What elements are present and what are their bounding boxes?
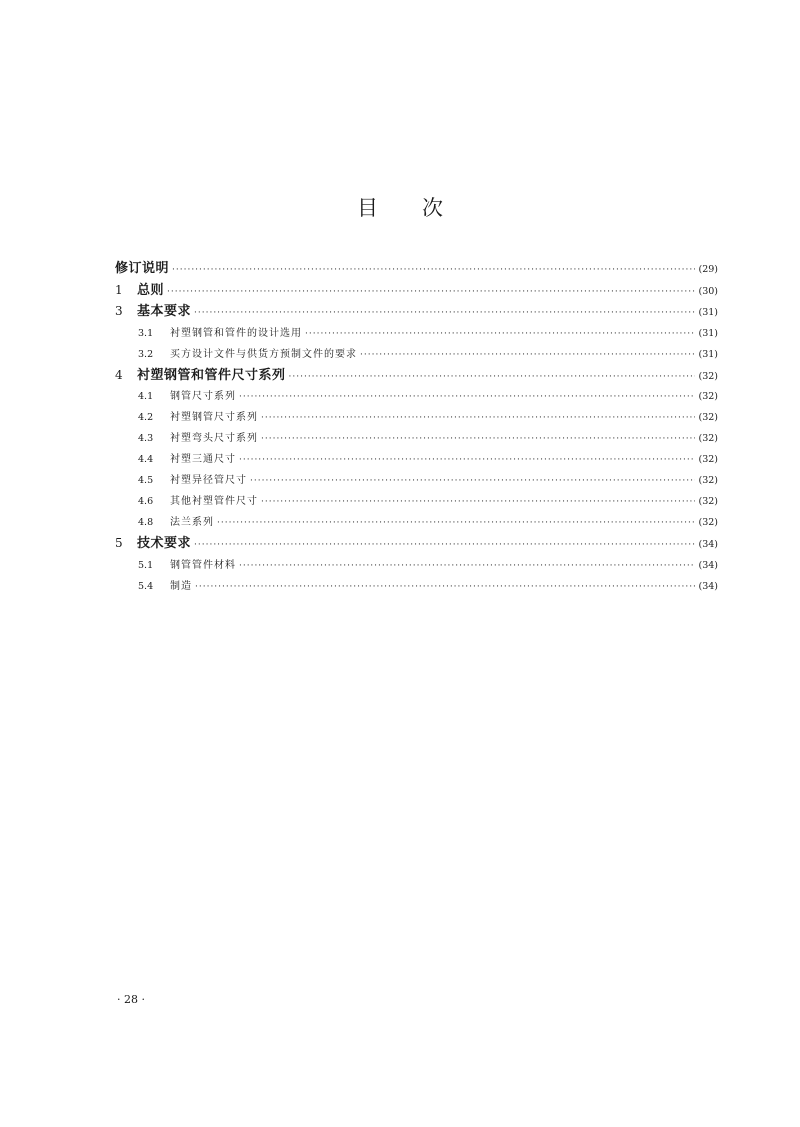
table-of-contents [115,258,718,597]
toc-entry-page: (32) [698,454,718,465]
toc-entry-number: 1 [115,282,123,297]
toc-entry[interactable] [115,386,718,407]
toc-entry-number: 5 [115,536,123,550]
toc-entry[interactable] [115,470,718,491]
title-char-1: 目 [357,196,378,220]
toc-entry[interactable] [115,280,718,302]
toc-entry[interactable] [115,407,718,428]
toc-entry-page: (32) [698,475,718,486]
toc-entry-page: (32) [698,517,718,528]
toc-dot-leader [289,367,696,389]
toc-dot-leader [217,513,695,534]
toc-dot-leader [250,471,695,492]
page-title [0,192,800,222]
toc-entry[interactable] [115,491,718,512]
toc-entry-number: 5.4 [138,580,154,592]
toc-dot-leader [194,535,695,557]
toc-entry-page: (34) [698,539,718,550]
toc-entry[interactable] [115,344,718,365]
toc-entry-number: 5.1 [138,559,154,571]
toc-dot-leader [194,303,695,325]
toc-entry-label: 衬塑异径管尺寸 [170,475,247,486]
toc-entry-number: 4.2 [138,412,154,423]
toc-entry-label: 修订说明 [115,261,170,276]
toc-entry-page: (32) [698,391,718,402]
toc-entry-page: (32) [698,496,718,507]
toc-entry-page: (29) [698,264,718,275]
toc-entry-number: 4.4 [138,454,154,465]
toc-dot-leader [239,387,695,408]
toc-entry-number: 3.2 [138,348,154,360]
toc-entry-label: 衬塑钢管和管件的设计选用 [170,327,302,339]
toc-entry[interactable] [115,533,718,555]
toc-entry[interactable] [115,323,718,344]
toc-entry[interactable] [115,555,718,576]
toc-entry-label: 钢管尺寸系列 [170,391,236,402]
toc-entry[interactable] [115,576,718,597]
toc-entry-number: 4.6 [138,496,154,507]
toc-entry-label: 衬塑钢管和管件尺寸系列 [137,367,286,383]
toc-entry-page: (32) [698,370,718,382]
toc-dot-leader [167,282,695,304]
toc-entry[interactable] [115,428,718,449]
toc-entry-number: 4 [115,367,123,382]
toc-entry-label: 钢管管件材料 [170,559,236,571]
toc-dot-leader [239,450,695,471]
toc-entry-number: 4.3 [138,433,154,444]
toc-entry[interactable] [115,258,718,280]
page-number: · 28 · [117,993,145,1006]
toc-dot-leader [360,345,695,366]
toc-entry-label: 法兰系列 [170,517,214,528]
toc-entry-number: 3.1 [138,327,154,339]
toc-dot-leader [239,556,695,577]
toc-entry-label: 基本要求 [137,304,192,319]
toc-entry-number: 3 [115,304,123,318]
toc-entry-label: 总则 [137,282,165,298]
toc-entry-label: 其他衬塑管件尺寸 [170,496,258,507]
toc-entry-page: (34) [698,580,718,592]
toc-entry[interactable] [115,301,718,323]
toc-entry-page: (31) [698,307,718,318]
toc-entry-number: 4.1 [138,391,154,402]
toc-entry-label: 买方设计文件与供货方预制文件的要求 [170,348,357,360]
toc-entry-label: 衬塑钢管尺寸系列 [170,412,258,423]
toc-entry[interactable] [115,449,718,470]
toc-entry-page: (31) [698,348,718,360]
toc-entry-label: 衬塑三通尺寸 [170,454,236,465]
toc-entry-number: 4.5 [138,475,154,486]
toc-entry-page: (31) [698,327,718,339]
toc-dot-leader [261,492,695,513]
toc-entry[interactable] [115,365,718,387]
toc-dot-leader [172,260,695,282]
toc-entry-page: (34) [698,559,718,571]
toc-entry-page: (32) [698,412,718,423]
toc-entry-number: 4.8 [138,517,154,528]
toc-entry-page: (32) [698,433,718,444]
title-char-2: 次 [422,196,443,220]
toc-entry-label: 制造 [170,580,192,592]
toc-entry-page: (30) [698,285,718,297]
toc-dot-leader [195,577,695,598]
toc-entry[interactable] [115,512,718,533]
toc-entry-label: 技术要求 [137,536,192,551]
toc-dot-leader [261,429,695,450]
toc-entry-label: 衬塑弯头尺寸系列 [170,433,258,444]
toc-dot-leader [305,324,695,345]
toc-dot-leader [261,408,695,429]
